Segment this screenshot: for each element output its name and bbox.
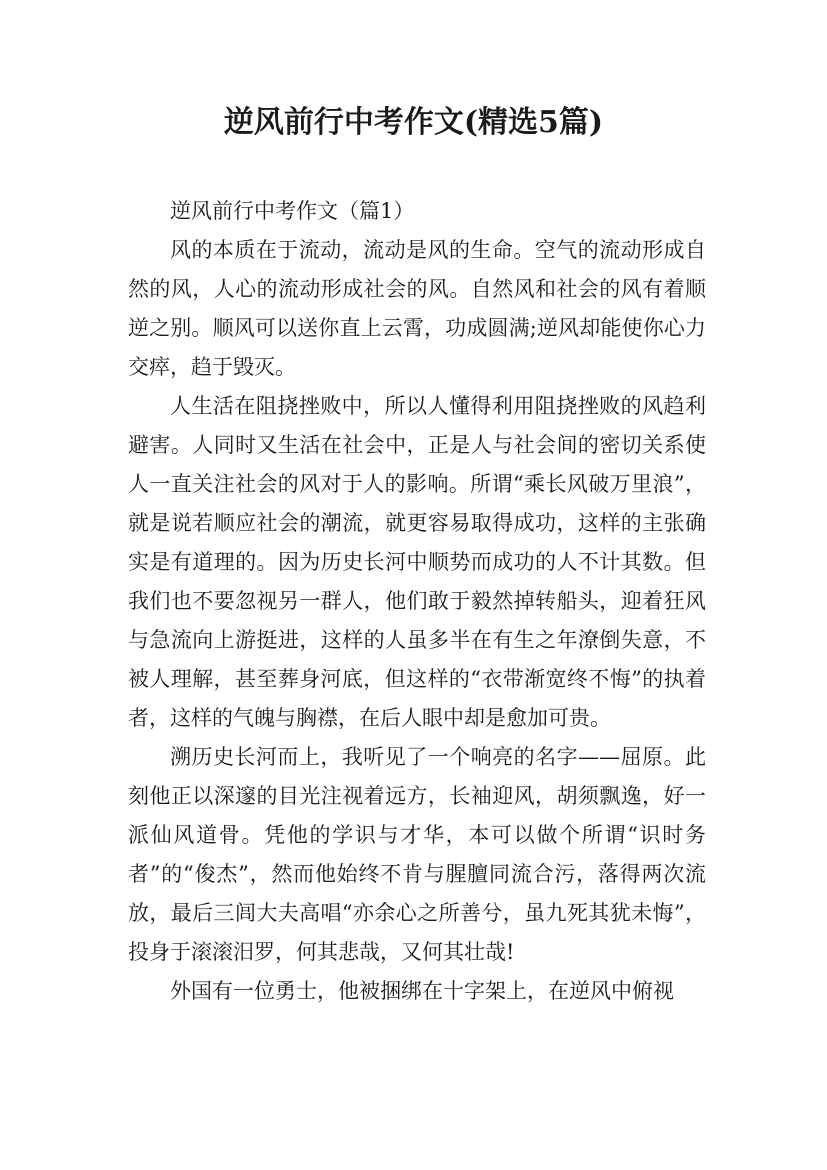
section-heading: 逆风前行中考作文（篇1） <box>170 199 415 223</box>
paragraph: 外国有一位勇士，他被捆绑在十字架上，在逆风中俯视 <box>170 979 674 1003</box>
paragraph: 风的本质在于流动，流动是风的生命。空气的流动形成自然的风，人心的流动形成社会的风。自然风和社会的风有着顺逆之别。顺风可以送你直上云霄，功成圆满;逆风却能使你心力交瘁，趋于毁灭。 <box>128 238 706 379</box>
document-body <box>128 192 706 1011</box>
document-title: 逆风前行中考作文(精选5篇) <box>223 105 604 140</box>
paragraph: 溯历史长河而上，我听见了一个响亮的名字——屈原。此刻他正以深邃的目光注视着远方，长袖迎风，胡须飘逸，好一派仙风道骨。凭他的学识与才华，本可以做个所谓“识时务者”的“俊杰”，然而他始终不肯与腥膻同流合污，落得两次流放，最后三闾大夫高唱“亦余心之所善兮，虽九死其犹未悔”，投身于滚滚汨罗，何其悲哉，又何其壮哉! <box>128 745 706 964</box>
paragraph: 人生活在阻挠挫败中，所以人懂得利用阻挠挫败的风趋利避害。人同时又生活在社会中，正是人与社会间的密切关系使人一直关注社会的风对于人的影响。所谓“乘长风破万里浪”，就是说若顺应社会的潮流，就更容易取得成功，这样的主张确实是有道理的。因为历史长河中顺势而成功的人不计其数。但我们也不要忽视另一群人，他们敢于毅然掉转船头，迎着狂风与急流向上游挺进，这样的人虽多半在有生之年潦倒失意，不被人理解，甚至葬身河底，但这样的“衣带渐宽终不悔”的执着者，这样的气魄与胸襟，在后人眼中却是愈加可贵。 <box>128 394 706 730</box>
